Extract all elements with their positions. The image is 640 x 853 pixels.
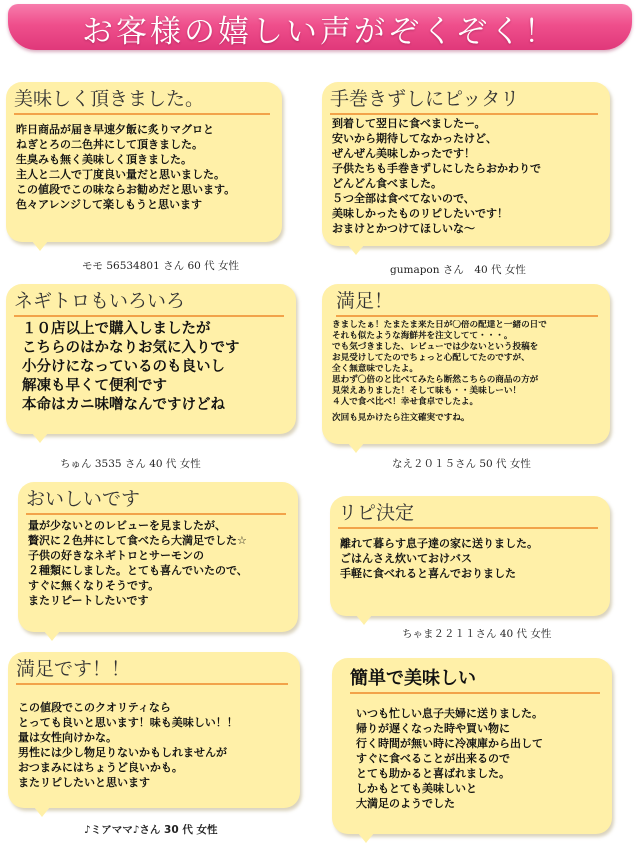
- review-line: またリピしたいと思います: [18, 776, 150, 789]
- speech-bubble-tail: [356, 615, 372, 625]
- review-line: 男性には少し物足りないかもしれませんが: [18, 746, 227, 759]
- review-title: おいしいです: [26, 484, 286, 515]
- review-body: [332, 116, 602, 236]
- review-line: 帰りが遅くなった時や買い物に: [356, 722, 510, 735]
- review-title: ネギトロもいろいろ: [14, 286, 284, 317]
- review-line: 量は女性向けかな。: [18, 731, 117, 744]
- review-line: １０店以上で購入しましたが: [22, 321, 211, 337]
- review-line: お見受けしてたのでちょっと心配してたのですが、: [332, 353, 530, 363]
- review-title: 満足です！！: [16, 654, 288, 685]
- review-title: リピ決定: [338, 498, 598, 529]
- review-title: 美味しく頂きました。: [14, 84, 270, 115]
- review-signature: ♪ミアママ♪さん 30 代 女性: [84, 824, 218, 836]
- speech-bubble-tail: [32, 241, 48, 251]
- review-line: 主人と二人で丁度良い量だと思いました。: [16, 168, 225, 181]
- review-line: 次回も見かけたら注文確実ですね。: [332, 413, 470, 423]
- review-line: 美味しかったものリピしたいです！: [332, 207, 508, 220]
- review-card: [332, 658, 612, 834]
- speech-bubble-tail: [44, 631, 60, 641]
- review-signature: ちゅん 3535 さん 40 代 女性: [60, 458, 201, 470]
- review-title: 簡単で美味しい: [350, 664, 600, 694]
- review-line: 行く時間が無い時に冷凍庫から出して: [356, 737, 543, 750]
- review-body: [340, 536, 602, 581]
- review-card: [330, 496, 610, 616]
- review-line: 生臭みも無く美味しく頂きました。: [16, 153, 192, 166]
- page-title: お客様の嬉しい声がぞくぞく！: [82, 14, 558, 50]
- review-card: [322, 284, 610, 444]
- review-body: [356, 706, 604, 811]
- review-line: 昨日商品が届き早速夕飯に炙りマグロと: [16, 123, 214, 136]
- review-line: 子供の好きなネギトロとサーモンの: [28, 549, 204, 562]
- review-line: とっても良いと思います！味も美味しい！！: [18, 716, 238, 729]
- review-line: どんどん食べました。: [332, 177, 442, 190]
- review-line: すぐに食べることが出来るので: [356, 752, 510, 765]
- review-line: おつまみにはちょうど良いかも。: [18, 761, 183, 774]
- review-line: でも気づきました、レビューでは少ないという投稿を: [332, 342, 539, 352]
- review-line: きましたぁ！たまたま来た日が〇倍の配達と一緒の日で: [332, 320, 547, 330]
- review-card: [6, 82, 282, 242]
- review-line: 手軽に食べれると喜んでおりました: [340, 567, 516, 580]
- speech-bubble-tail: [358, 833, 374, 843]
- review-body: [18, 700, 292, 790]
- review-line: 本命はカニ味噌なんですけどね: [22, 397, 225, 413]
- review-line: 安いから期待してなかったけど、: [332, 132, 497, 145]
- review-line: またリピートしたいです: [28, 594, 149, 607]
- speech-bubble-tail: [348, 245, 364, 255]
- review-line: 贅沢に２色丼にして食べたら大満足でした☆: [28, 534, 247, 547]
- review-card: [18, 482, 298, 632]
- review-signature: gumapon さん 40 代 女性: [390, 264, 526, 276]
- review-signature: ちゃま２２１１さん 40 代 女性: [402, 628, 552, 640]
- header-banner: [8, 4, 632, 50]
- review-line: 全く無意味でしたよ。: [332, 364, 418, 374]
- review-title: 手巻きずしにピッタリ: [330, 84, 598, 115]
- review-body: [332, 320, 602, 424]
- review-line: 到着して翌日に食べましたー。: [332, 117, 486, 130]
- review-line: おまけとかつけてほしいな～: [332, 222, 475, 235]
- review-line: 離れて暮らす息子達の家に送りました。: [340, 537, 538, 550]
- review-line: こちらのはかなりお気に入りです: [22, 340, 240, 356]
- review-line: ４人で食べ比べ！幸せ食卓でしたよ。: [332, 397, 479, 407]
- speech-bubble-tail: [348, 443, 364, 453]
- review-body: [16, 122, 274, 212]
- review-card: [8, 652, 300, 808]
- review-line: ぜんぜん美味しかったです！: [332, 147, 475, 160]
- review-line: 量が少ないとのレビューを見ましたが、: [28, 519, 226, 532]
- review-line: この値段でこの味ならお勧めだと思います。: [16, 183, 236, 196]
- review-line: 色々アレンジして楽しもうと思います: [16, 198, 203, 211]
- review-line: ２種類にしました。とても喜んでいたので、: [28, 564, 248, 577]
- review-line: いつも忙しい息子夫婦に送りました。: [356, 707, 543, 720]
- review-line: 子供たちも手巻きずしにしたらおかわりで: [332, 162, 541, 175]
- review-title: 満足！: [336, 286, 598, 317]
- review-line: それも似たような海鮮丼を注文してて・・・。: [332, 331, 513, 341]
- review-line: すぐに無くなりそうです。: [28, 579, 160, 592]
- review-signature: モモ 56534801 さん 60 代 女性: [82, 260, 239, 272]
- review-card: [322, 82, 610, 246]
- review-line: 小分けになっているのも良いし: [22, 359, 225, 375]
- speech-bubble-tail: [32, 433, 48, 443]
- review-line: ごはんさえ炊いておけバス: [340, 552, 472, 565]
- speech-bubble-tail: [34, 807, 50, 817]
- review-line: ねぎとろの二色丼にして頂きました。: [16, 138, 203, 151]
- review-line: 見栄えありました！そして味も・・美味しーい！: [332, 386, 522, 396]
- review-line: 解凍も早くて便利です: [22, 378, 167, 394]
- review-body: [28, 518, 290, 608]
- review-line: しかもとても美味しいと: [356, 782, 477, 795]
- review-line: 大満足のようでした: [356, 797, 455, 810]
- review-body: [22, 320, 288, 415]
- review-card: [6, 284, 296, 434]
- review-line: この値段でこのクオリティなら: [18, 701, 171, 714]
- review-line: 思わず〇倍のと比べてみたら断然こちらの商品の方が: [332, 375, 539, 385]
- review-line: ５つ全部は食べてないので、: [332, 192, 475, 205]
- review-signature: なえ２０１５さん 50 代 女性: [392, 458, 531, 470]
- review-line: とても助かると喜ばれました。: [356, 767, 510, 780]
